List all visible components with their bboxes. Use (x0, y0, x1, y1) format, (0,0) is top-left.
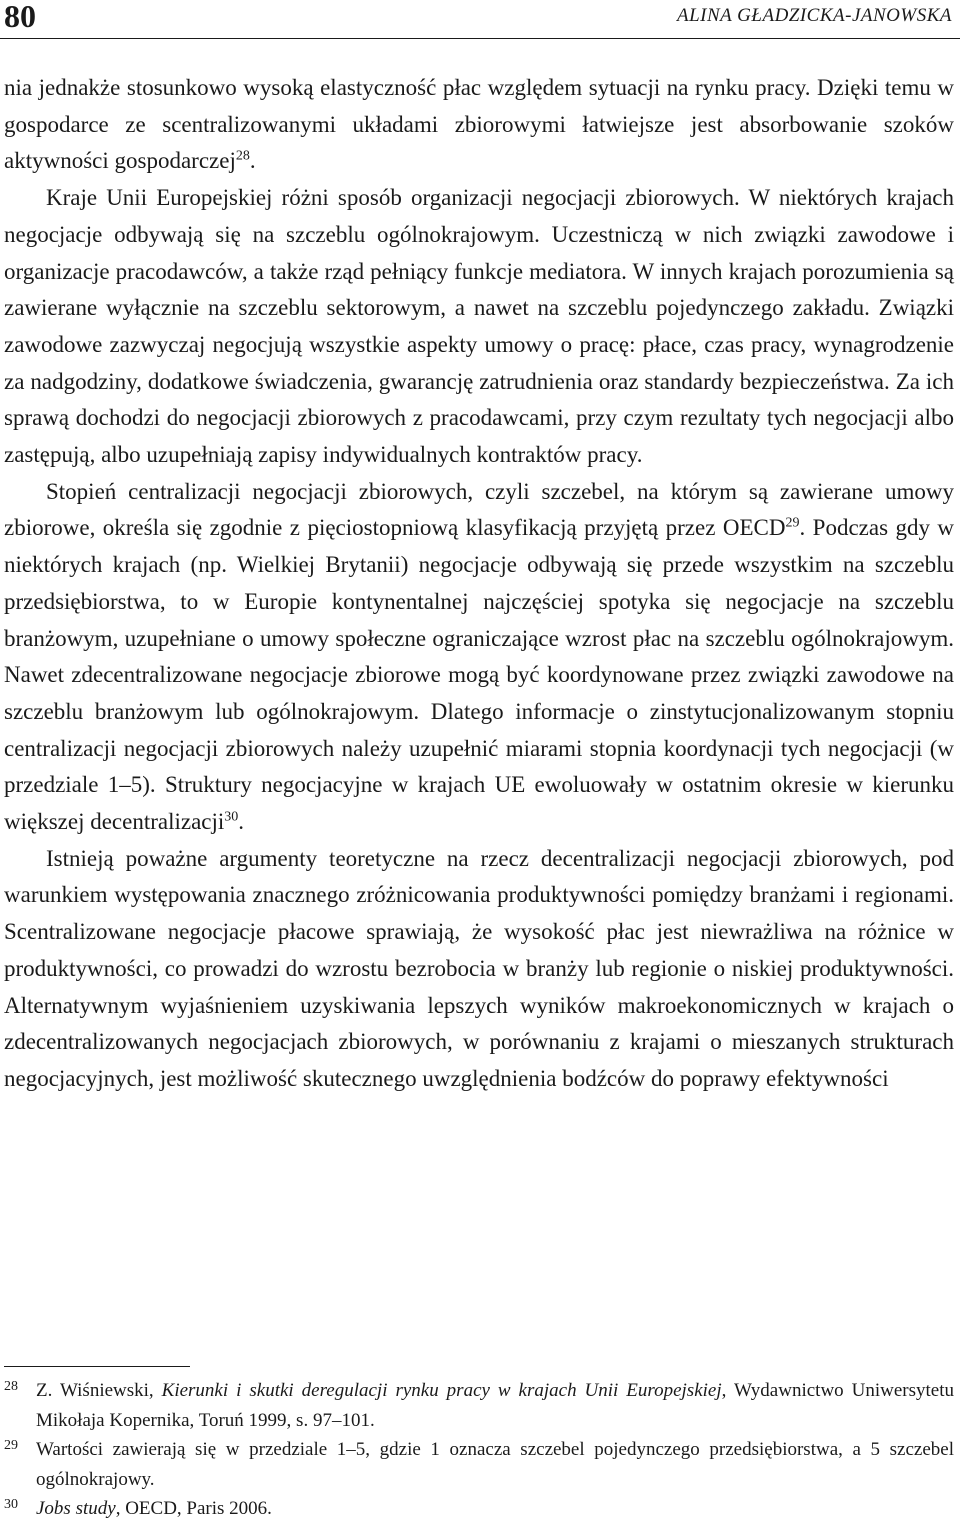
footnotes (4, 1376, 954, 1524)
header-rule (0, 38, 960, 39)
text-run: . (238, 809, 245, 835)
footnote-number: 28 (4, 1379, 18, 1394)
footnote-28 (4, 1376, 954, 1435)
page-header (0, 0, 960, 36)
text-run: Istnieją poważne argumenty teoretyczne na rzecz decentralizacji negocjacji zbiorowych, pod warunkiem występowania znacznego zróżnicowania produktywności pomiędzy branżami i regionami. Scentralizowane negocjacje płacowe sprawiają, że wysokość płac jest niewrażliwa na różnice w produktywności, co prowadzi do wzrostu bezrobocia w branży lub regionie o niskiej produktywności. Alternatywnym wyjaśnieniem uzyskiwania lepszych wyników makroekonomicznych w krajach o zdecentralizowanych negocjacjach zbiorowych, w porównaniu z krajami o mieszanych strukturach negocjacyjnych, jest możliwość skutecznego uwzględnienia bodźców do poprawy efektywności (4, 845, 954, 1091)
running-head: ALINA GŁADZICKA-JANOWSKA (676, 5, 952, 26)
paragraph-3 (4, 474, 954, 841)
footnote-30 (4, 1494, 954, 1524)
footnote-29 (4, 1435, 954, 1494)
text-run: Kraje Unii Europejskiej różni sposób organizacji negocjacji zbiorowych. W niektórych krajach negocjacje odbywają się na szczeblu ogólnokrajowym. Uczestniczą w nich związki zawodowe i organizacje pracodawców, a także rząd pełniący funkcje mediatora. W innych krajach porozumienia są zawierane wyłącznie na szczeblu sektorowym, a nawet na szczeblu pojedynczego zakładu. Związki zawodowe zazwyczaj negocjują wszystkie aspekty umowy o pracę: płace, czas pracy, wynagrodzenie za nadgodziny, dodatkowe świadczenia, gwarancję zatrudnienia oraz standardy bezpieczeństwa. Za ich sprawą dochodzi do negocjacji zbiorowych z pracodawcami, przy czym rezultaty tych negocjacji albo zastępują, albo uzupełniają zapisy indywidualnych kontraktów pracy. (4, 185, 954, 468)
footnote-ref-30[interactable]: 30 (224, 809, 239, 825)
text-run: Stopień centralizacji negocjacji zbiorowych, czyli szczebel, na którym są zawierane umowy zbiorowe, określa się zgodnie z pięciostopniową klasyfikacją przyjętą przez OECD (4, 478, 954, 541)
body-text (4, 70, 954, 1098)
text-run: . Podczas gdy w niektórych krajach (np. Wielkiej Brytanii) negocjacje odbywają się przede wszystkim na szczeblu przedsiębiorstwa, to w Europie kontynentalnej najczęściej spotyka się negocjacje na szczeblu branżowym, uzupełniane o umowy społeczne ograniczające wzrost płac na szczeblu ogólnokrajowym. Nawet zdecentralizowane negocjacje zbiorowe mogą być koordynowane przez związki zawodowe na szczeblu branżowym lub ogólnokrajowym. Dlatego informacje o zinstytucjonalizowanym stopniu centralizacji negocjacji zbiorowych należy uzupełnić miarami stopnia koordynacji tych negocjacji (w przedziale 1–5). Struktury negocjacyjne w krajach UE ewoluowały w ostatnim okresie w kierunku większej decentralizacji (4, 515, 954, 835)
footnote-rule (4, 1366, 190, 1367)
text-run: Wartości zawierają się w przedziale 1–5, gdzie 1 oznacza szczebel pojedynczego przedsiębiorstwa, a 5 szczebel ogólnokrajowy. (36, 1439, 954, 1490)
text-run: nia jednakże stosunkowo wysoką elastyczność płac względem sytuacji na rynku pracy. Dzięki temu w gospodarce ze scentralizowanymi układami zbiorowymi łatwiejsze jest absorbowanie szoków aktywności gospodarczej (4, 75, 954, 174)
book-title: Kierunki i skutki deregulacji rynku pracy w krajach Unii Europejskiej (161, 1380, 722, 1401)
text-run: , OECD, Paris 2006. (115, 1498, 272, 1519)
footnote-number: 30 (4, 1497, 18, 1512)
text-run: Z. Wiśniewski, (36, 1380, 162, 1401)
paragraph-4 (4, 841, 954, 1098)
text-run: . (249, 148, 256, 174)
page-number: 80 (4, 0, 36, 34)
footnote-number: 29 (4, 1438, 18, 1453)
paragraph-1 (4, 70, 954, 180)
report-title: Jobs study (36, 1498, 116, 1519)
footnote-ref-28[interactable]: 28 (235, 148, 250, 164)
footnote-ref-29[interactable]: 29 (785, 515, 800, 531)
paragraph-2 (4, 180, 954, 474)
text-run: , Wydawnictwo Uniwersytetu Mikołaja Kopernika, Toruń 1999, s. 97–101. (36, 1380, 954, 1431)
